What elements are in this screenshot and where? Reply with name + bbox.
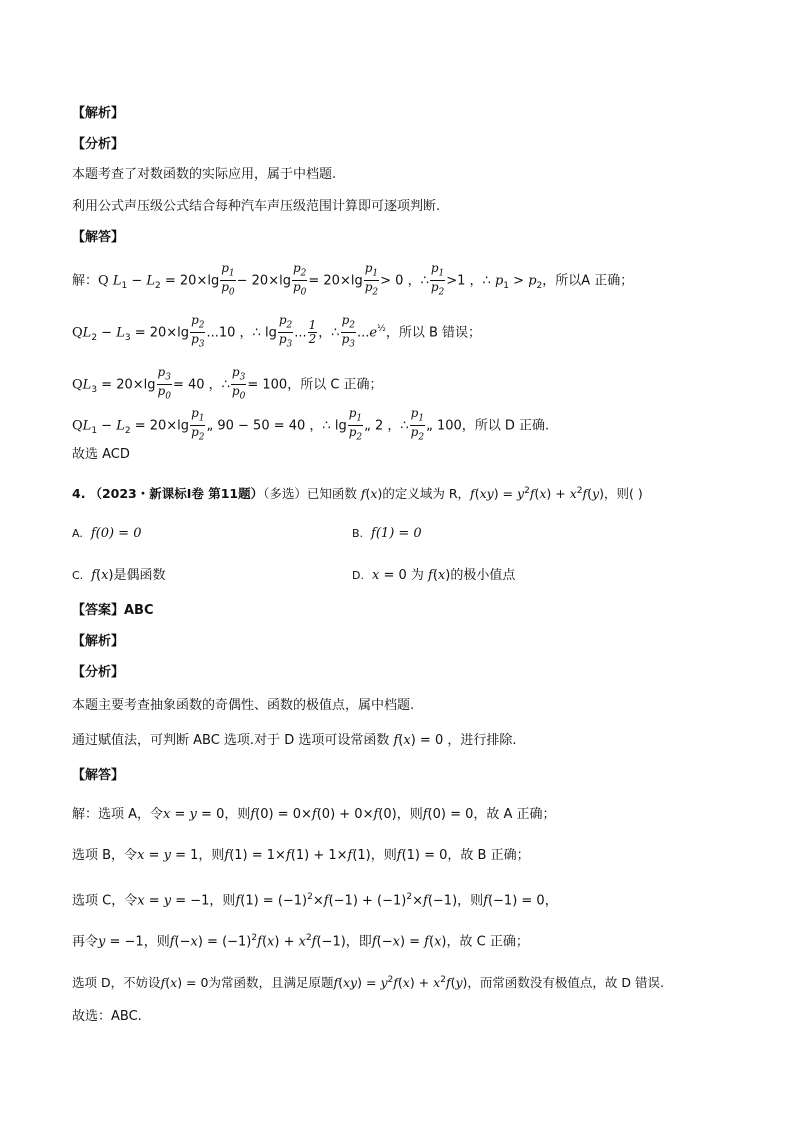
- option-label: D.: [352, 569, 364, 582]
- analysis-text: 本题主要考查抽象函数的奇偶性、函数的极值点，属中档题.: [72, 698, 415, 713]
- option-c: C. f(x)是偶函数: [72, 568, 166, 583]
- option-text: f(0) = 0: [90, 526, 142, 541]
- solution-text: ，则: [143, 934, 170, 950]
- question-number: 4.: [72, 486, 86, 502]
- final-choice: 故选：ABC.: [72, 1009, 142, 1024]
- tag-fenxi: 【分析】: [72, 665, 125, 680]
- question-text: 的定义域为 R，: [382, 486, 471, 502]
- analysis-text: 本题考查了对数函数的实际应用，属于中档题.: [72, 167, 337, 182]
- solution-line: $QL_1 - L_2 = 20\times\lg$ $\frac{p_1}{p_2}$ „ 90 − 50 = 40 ，∴ lg $\frac{p_1}{p_2}$ „ 2 ，∴ $\frac{p_1}{p_2}$ „ 100，所以 D 正确.: [72, 406, 550, 443]
- solution-text: ，即: [345, 934, 372, 950]
- option-label: A.: [72, 527, 83, 540]
- solution-text: ，所以 D 正确.: [461, 418, 550, 434]
- answer: 【答案】ABC: [72, 603, 154, 618]
- tag-jiexi: 【解析】: [72, 106, 125, 121]
- solution-text: 选项 D，不妨设: [72, 975, 161, 991]
- option-label: C.: [72, 569, 84, 582]
- analysis-text: 通过赋值法，可判断 ABC 选项.对于 D 选项可设常函数 f(x) = 0 ，进行排除.: [72, 733, 517, 748]
- solution-line: 选项 B，令x = y = 1，则f(1) = 1×f(1) + 1×f(1)，则f(1) = 0，故 B 正确；: [72, 848, 530, 863]
- solution-text: ，则: [396, 807, 423, 822]
- solution-text: 解：选项 A，令: [72, 807, 164, 822]
- solution-line: $QL_3 = 20\times\lg$ $\frac{p_3}{p_0}$ = 40 ，∴ $\frac{p_3}{p_0}$ = 100，所以 C 正确；: [72, 365, 383, 402]
- solution-line: 再令y = −1，则$f(-x) = (-1)^2f(x) + x^2f(-1)$，即f(−x) = f(x)，故 C 正确；: [72, 933, 529, 950]
- tag-jieda: 【解答】: [72, 230, 125, 245]
- question-text: （多选）已知函数: [263, 486, 357, 502]
- option-d: D. x = 0 为 f(x)的极小值点: [352, 568, 516, 583]
- question-stem: 4. （2023・新课标I卷 第11题）（多选）已知函数 f(x)的定义域为 R，$f(xy) = y^2f(x) + x^2f(y)$，则( ): [72, 486, 643, 502]
- solution-text: ，则: [209, 893, 236, 909]
- solution-line: 选项 D，不妨设f(x) = 0为常函数，且满足原题$f(xy) = y^2f(x) + x^2f(y)$，而常函数没有极值点，故 D 错误.: [72, 975, 664, 991]
- analysis-text-part: ，进行排除.: [447, 733, 517, 748]
- solution-text: 再令: [72, 934, 99, 950]
- option-text: 是偶函数: [113, 568, 166, 583]
- solution-line: 解：Q $L_1 - L_2 = 20\times\lg$ $\frac{p_1}{p_0}$ − 20×lg $\frac{p_2}{p_0}$ = 20×lg $\frac{p_1}{p_2}$ > 0 ，∴ $\frac{p_1}{p_2}$ >1 ，∴ $p_1 > p_2$，所以A 正确；: [72, 261, 634, 298]
- solution-text: ，故 C 正确；: [446, 934, 529, 950]
- solution-text: ，而常函数没有极值点，故 D 错误.: [467, 975, 664, 991]
- solution-text: ，则: [198, 848, 225, 863]
- option-b: [352, 524, 422, 544]
- analysis-text-part: 通过赋值法，可判断 ABC 选项.对于 D 选项可设常函数: [72, 733, 390, 748]
- analysis-text: 利用公式声压级公式结合每种汽车声压级范围计算即可逐项判断.: [72, 199, 441, 214]
- solution-text: ，则: [224, 807, 251, 822]
- solution-text: ，: [544, 893, 558, 909]
- solution-line: $QL_2 - L_3 = 20\times\lg$ $\frac{p_2}{p_3}$ ...10 ，∴ lg $\frac{p_2}{p_3}$ ... $\frac{1}{2}$ ，∴ $\frac{p_2}{p_3}$ $...e^{\frac{1}{2}}$，所以 B 错误；: [72, 313, 482, 350]
- solution-text: ，所以 B 错误；: [385, 325, 482, 341]
- solution-line: 解：选项 A，令x = y = 0，则f(0) = 0×f(0) + 0×f(0)，则f(0) = 0，故 A 正确；: [72, 807, 556, 822]
- option-text: 的极小值点: [450, 568, 516, 583]
- tag-jiexi: 【解析】: [72, 634, 125, 649]
- tag-jieda: 【解答】: [72, 768, 125, 783]
- solution-line: 选项 C，令x = y = −1，则$f(1) = (-1)^2\times f(-1) + (-1)^2\times f(-1)$，则f(−1) = 0，: [72, 892, 558, 909]
- option-a: [72, 524, 141, 544]
- solution-text: 为常函数，且满足原题: [208, 975, 334, 991]
- solution-text: 选项 B，令: [72, 848, 138, 863]
- solution-text: ，所以 C 正确；: [287, 377, 383, 393]
- final-choice: 故选 ACD: [72, 447, 130, 462]
- option-label: B.: [352, 527, 364, 540]
- solution-text: ，所以A 正确；: [542, 273, 634, 289]
- solution-text: ，则: [457, 893, 484, 909]
- solution-text: ，故 A 正确；: [473, 807, 556, 822]
- question-source: （2023・新课标I卷 第11题）: [89, 486, 264, 502]
- solution-text: 解：: [72, 273, 99, 289]
- question-text: ，则( ): [604, 486, 643, 502]
- tag-fenxi: 【分析】: [72, 137, 125, 152]
- solution-text: 选项 C，令: [72, 893, 138, 909]
- option-text: f(1) = 0: [371, 526, 422, 541]
- solution-text: ，则: [370, 848, 397, 863]
- solution-text: ，故 B 正确；: [447, 848, 530, 863]
